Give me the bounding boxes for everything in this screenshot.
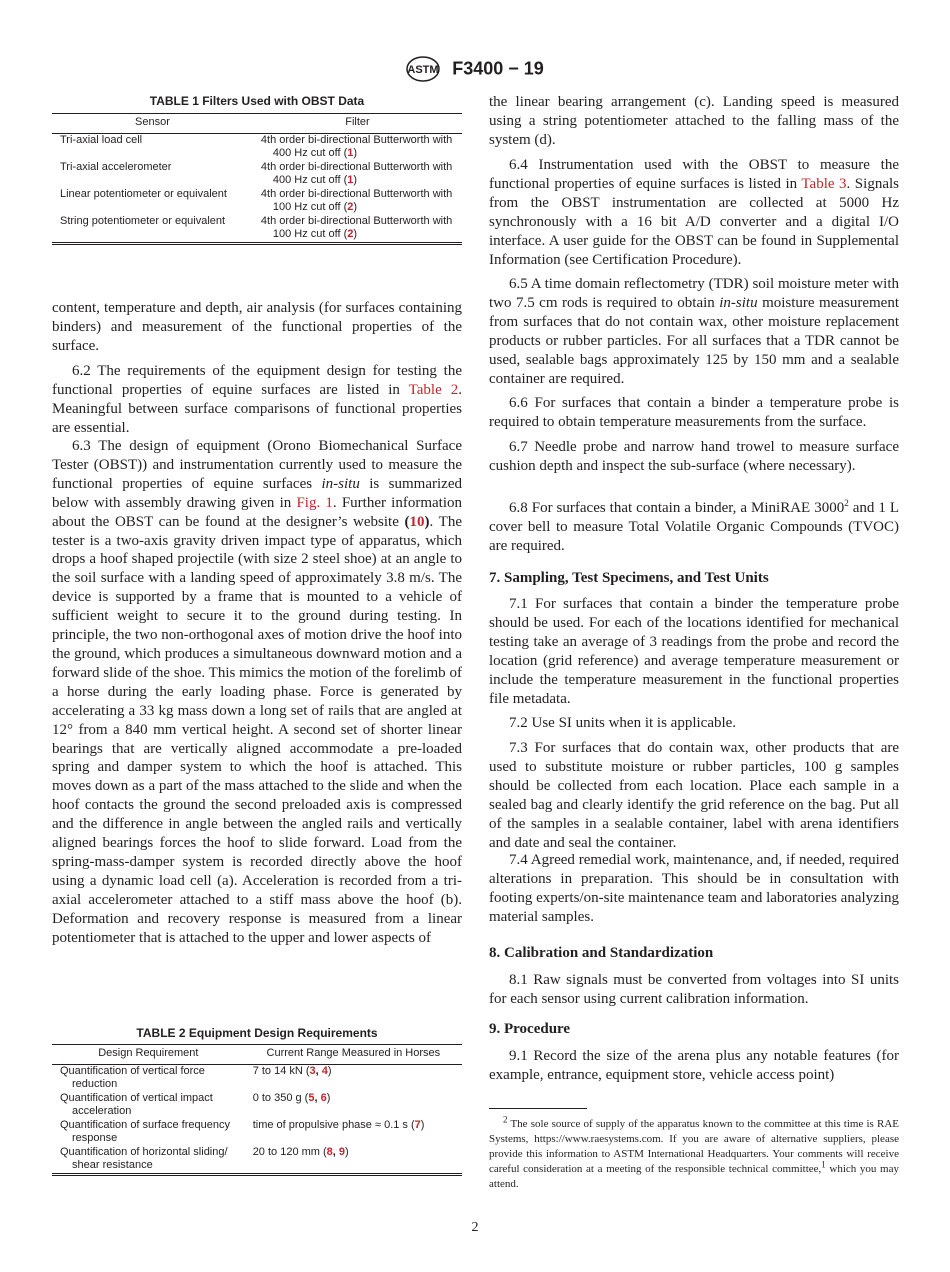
text-segment: 7.1 For surfaces that contain a binder the temperature probe should be used. For each of the locations identified for mechanical testing take an average of 3 readings from the probe and record the location (grid reference) and average temperature measurement or include the temperature measurement in the functional properties file metadata. <box>489 596 899 707</box>
paragraph-6-3-continued <box>489 93 899 150</box>
text-segment: 4th order bi-directional Butterworth with 100 Hz cut off ( <box>260 187 453 213</box>
range-text <box>253 1065 462 1079</box>
reference-link[interactable]: 1 <box>347 174 354 186</box>
text-segment: ) <box>353 174 358 186</box>
table-cell-sensor <box>52 133 253 161</box>
text-segment: 6.5 A time domain reflectometry (TDR) soil moisture meter with two 7.5 cm rods is required to obtain <box>489 276 899 311</box>
text-segment: The sole source of supply of the apparatus known to the committee at this time is RAE Systems, https://www.raesystems.com. If you are aware of alternative suppliers, please provide this information to ASTM International Headquarters. Your comments will receive careful consideration at a meeting of the responsible technical committee, <box>489 1118 899 1175</box>
table-cell-sensor <box>52 188 253 215</box>
paragraph-6-3 <box>52 437 462 947</box>
reference-link[interactable]: 10 <box>409 513 425 530</box>
text-segment: 7 to 14 kN ( <box>252 1064 310 1077</box>
filter-text <box>261 188 455 215</box>
table-cell-range <box>245 1119 462 1146</box>
text-segment: , <box>332 1145 339 1158</box>
filter-text <box>261 134 455 161</box>
table-cell-filter <box>253 215 462 244</box>
text-segment: ) <box>345 1145 349 1158</box>
table-cell-sensor <box>52 215 253 244</box>
filter-text <box>261 215 455 242</box>
sensor-text: Tri-axial load cell <box>60 133 143 146</box>
text-segment: ) <box>327 1064 332 1077</box>
reference-link[interactable]: 9 <box>338 1145 346 1158</box>
text-segment: ) <box>420 1118 425 1131</box>
text-segment: 6.4 Instrumentation used with the OBST to measure the functional properties of equine surfaces is listed in <box>489 157 899 192</box>
table-cell-req <box>52 1146 245 1175</box>
table-cell-range <box>245 1092 462 1119</box>
text-segment: 7.4 Agreed remedial work, maintenance, and, if needed, required alterations in preparation. This should be in consultation with footing experts/on-site maintenance team and laboratories analyzing material samples. <box>489 852 899 925</box>
text-segment: content, temperature and depth, air analysis (for surfaces containing binders) and measurement of the functional properties of the surface. <box>52 300 462 354</box>
reference-link[interactable]: 2 <box>347 228 354 240</box>
reference-link[interactable]: Table 2 <box>408 381 459 398</box>
table-cell-filter <box>253 133 462 161</box>
table-cell-req <box>52 1064 245 1092</box>
table-row <box>52 1064 462 1092</box>
table1-header-sensor: Sensor <box>52 114 253 134</box>
reference-link[interactable]: 5 <box>308 1091 315 1104</box>
footnote-2 <box>489 1114 899 1192</box>
reference-link[interactable]: Table 3 <box>801 175 847 192</box>
page-header <box>0 56 950 82</box>
text-segment: which you may attend. <box>489 1163 899 1190</box>
text-segment: 7.3 For surfaces that do contain wax, other products that are used to substitute moisture or rubber particles, 100 g samples should be collected from each location. Place each sample in a sealed bag and clearly identify the grid reference on the bag. Put all of the samples in a sealable container, label with arena identifiers and date and seal the container. <box>489 740 899 851</box>
text-segment: 6.3 The design of equipment (Orono Biomechanical Surface Tester (OBST)) and instrumentation currently used to measure the functional properties of equine surfaces <box>52 438 462 492</box>
req-text: Quantification of horizontal sliding/ shear resistance <box>60 1145 228 1171</box>
text-segment: 9.1 Record the size of the arena plus any notable features (for example, entrance, equipment store, vehicle access point) <box>489 1048 899 1083</box>
paragraph-6-7 <box>489 438 899 476</box>
text-segment: . Signals from the OBST instrumentation are collected at 5000 Hz synchronously with a 16 bit A/D converter and a digital I/O interface. A user guide for the OBST can be found in Supplemental Information (see Certification Procedure). <box>489 175 899 268</box>
footnote-marker: 2 <box>844 498 849 508</box>
reference-link[interactable]: Fig. 1 <box>296 494 333 511</box>
sensor-text: Tri-axial accelerometer <box>60 160 172 173</box>
table2-header-range: Current Range Measured in Horses <box>245 1045 462 1065</box>
reference-link[interactable]: 2 <box>347 201 354 213</box>
table-row <box>52 1092 462 1119</box>
req-text: Quantification of vertical impact acceleration <box>60 1091 213 1117</box>
text-segment: 6.2 The requirements of the equipment design for testing the functional properties of equine surfaces are listed in <box>52 363 462 398</box>
text-segment: 0 to 350 g ( <box>252 1091 309 1104</box>
paragraph-9-1 <box>489 1047 899 1085</box>
text-segment: . Further information about the OBST can be found at the designer’s website <box>52 494 462 530</box>
table-row <box>52 133 462 161</box>
paragraph-7-2 <box>489 714 899 733</box>
table1-title: TABLE 1 Filters Used with OBST Data <box>149 94 365 108</box>
reference-link[interactable]: 6 <box>320 1091 327 1104</box>
footnote-divider <box>489 1108 587 1109</box>
range-text <box>253 1146 462 1160</box>
text-segment: ( <box>404 513 410 530</box>
paragraph-7-3 <box>489 739 899 852</box>
table-row <box>52 161 462 188</box>
paragraph-6-5 <box>489 275 899 388</box>
text-segment: ) <box>353 228 358 240</box>
table-cell-range <box>245 1064 462 1092</box>
reference-link[interactable]: 8 <box>326 1145 333 1158</box>
paragraph-6-8 <box>489 499 899 556</box>
table-row <box>52 1146 462 1175</box>
range-text <box>253 1119 462 1133</box>
table2-header-requirement: Design Requirement <box>52 1045 245 1065</box>
table2 <box>52 1044 462 1176</box>
text-segment: , <box>314 1091 321 1104</box>
text-segment: the linear bearing arrangement (c). Landing speed is measured using a string potentiometer attached to the falling mass of the system (d). <box>489 94 899 148</box>
sensor-text: Linear potentiometer or equivalent <box>60 187 227 200</box>
table-row <box>52 188 462 215</box>
sensor-text: String potentiometer or equivalent <box>60 214 226 227</box>
astm-logo-icon <box>406 56 440 82</box>
text-segment: 20 to 120 mm ( <box>252 1145 327 1158</box>
table-cell-range <box>245 1146 462 1175</box>
paragraph-6-1-continued <box>52 299 462 356</box>
text-segment: in-situ <box>719 294 758 311</box>
text-segment: 4th order bi-directional Butterworth with 400 Hz cut off ( <box>260 133 453 159</box>
table-cell-req <box>52 1119 245 1146</box>
filter-text <box>261 161 455 188</box>
section-9-heading: 9. Procedure <box>489 1021 571 1037</box>
paragraph-7-4 <box>489 851 899 927</box>
table1-header-filter: Filter <box>253 114 462 134</box>
text-segment: and 1 L cover bell to measure Total Volatile Organic Compounds (TVOC) are required. <box>489 500 900 554</box>
text-segment: 7.2 Use SI units when it is applicable. <box>509 715 737 731</box>
paragraph-8-1 <box>489 971 899 1009</box>
reference-link[interactable]: 3 <box>309 1064 316 1077</box>
text-segment: . Meaningful between surface comparisons of functional properties are essential. <box>52 381 462 436</box>
text-segment: 6.7 Needle probe and narrow hand trowel to measure surface cushion depth and inspect the sub-surface (where necessary). <box>489 439 899 474</box>
text-segment: ) <box>353 147 358 159</box>
table-row <box>52 215 462 244</box>
table-cell-req <box>52 1092 245 1119</box>
table2-title: TABLE 2 Equipment Design Requirements <box>136 1026 378 1040</box>
req-text: Quantification of surface frequency response <box>60 1118 230 1144</box>
text-segment: 8.1 Raw signals must be converted from voltages into SI units for each sensor using current calibration information. <box>489 972 899 1007</box>
text-segment: in-situ <box>321 475 360 492</box>
text-segment: 6.8 For surfaces that contain a binder, a MiniRAE 3000 <box>509 500 845 516</box>
reference-link[interactable]: 4 <box>321 1064 328 1077</box>
range-text <box>253 1092 462 1106</box>
text-segment: ) <box>353 201 358 213</box>
table-row <box>52 1119 462 1146</box>
document-designation: F3400 − 19 <box>452 58 544 79</box>
paragraph-6-4 <box>489 156 899 269</box>
text-segment: , <box>315 1064 322 1077</box>
svg-text:ASTM: ASTM <box>407 64 439 76</box>
req-text: Quantification of vertical force reduction <box>60 1064 205 1090</box>
footnote-marker: 2 <box>503 1114 508 1125</box>
table1 <box>52 113 462 245</box>
table-cell-sensor <box>52 161 253 188</box>
text-segment: is summarized below with assembly drawing given in <box>52 475 462 511</box>
text-segment: ) <box>424 513 430 530</box>
footnote-marker: 1 <box>821 1159 826 1170</box>
reference-link[interactable]: 1 <box>347 147 354 159</box>
text-segment: 6.6 For surfaces that contain a binder a temperature probe is required to obtain temperature measurements from the surface. <box>489 395 899 430</box>
page-number: 2 <box>471 1220 479 1235</box>
reference-link[interactable]: 7 <box>414 1118 421 1131</box>
paragraph-6-6 <box>489 394 899 432</box>
text-segment: moisture measurement from surfaces that do not contain wax, other moisture replacement products or rubber particles. For all surfaces that a TDR cannot be used, sealable bags approximately 125 by 150 mm and a sealable container are required. <box>489 294 899 387</box>
text-segment: ) <box>326 1091 331 1104</box>
text-segment: . The tester is a two-axis gravity driven impact type of apparatus, which drops a hoof shaped projectile (with size 2 steel shoe) at an angle to the soil surface with a landing speed of approximately 3.8 m/s. The device is supported by a frame that is mounted to a vehicle of sufficient weight to secure it to the ground during testing. In principle, the two non-orthogonal axes of motion drive the hoof into the ground, which produces a simultaneous downward motion and a forward slide of the shoe. This mimics the motion of the forelimb of a horse during the early loading phase. Force is generated by accelerating a 33 kg mass down a long set of rails that are angled at 12° from a 840 mm vertical height. A second set of shorter linear bearings that are vertically aligned accommodate a pre-loaded spring and damper system to which the hoof is attached. This moves down as a part of the mass attached to the slide and when the hoof contacts the ground the second preloaded axis is compressed and the difference in angle between the angled rails and vertically aligned bearings forces the hoof to slide forward. Load from the spring-mass-damper system is recorded directly above the hoof using a dynamic load cell (a). Acceleration is recorded from a tri-axial accelerometer attached to a stiff mass above the hoof (b). Deformation and recovery response is measured from a linear potentiometer that is attached to the upper and lower aspects of <box>52 513 462 946</box>
text-segment: 4th order bi-directional Butterworth with 100 Hz cut off ( <box>260 214 453 240</box>
paragraph-6-2 <box>52 362 462 438</box>
table-cell-filter <box>253 161 462 188</box>
section-7-heading: 7. Sampling, Test Specimens, and Test Units <box>489 570 769 586</box>
table-cell-filter <box>253 188 462 215</box>
text-segment: time of propulsive phase ≈ 0.1 s ( <box>252 1118 415 1131</box>
text-segment: 4th order bi-directional Butterworth with 400 Hz cut off ( <box>260 160 453 186</box>
section-8-heading: 8. Calibration and Standardization <box>489 945 714 961</box>
paragraph-7-1 <box>489 595 899 708</box>
